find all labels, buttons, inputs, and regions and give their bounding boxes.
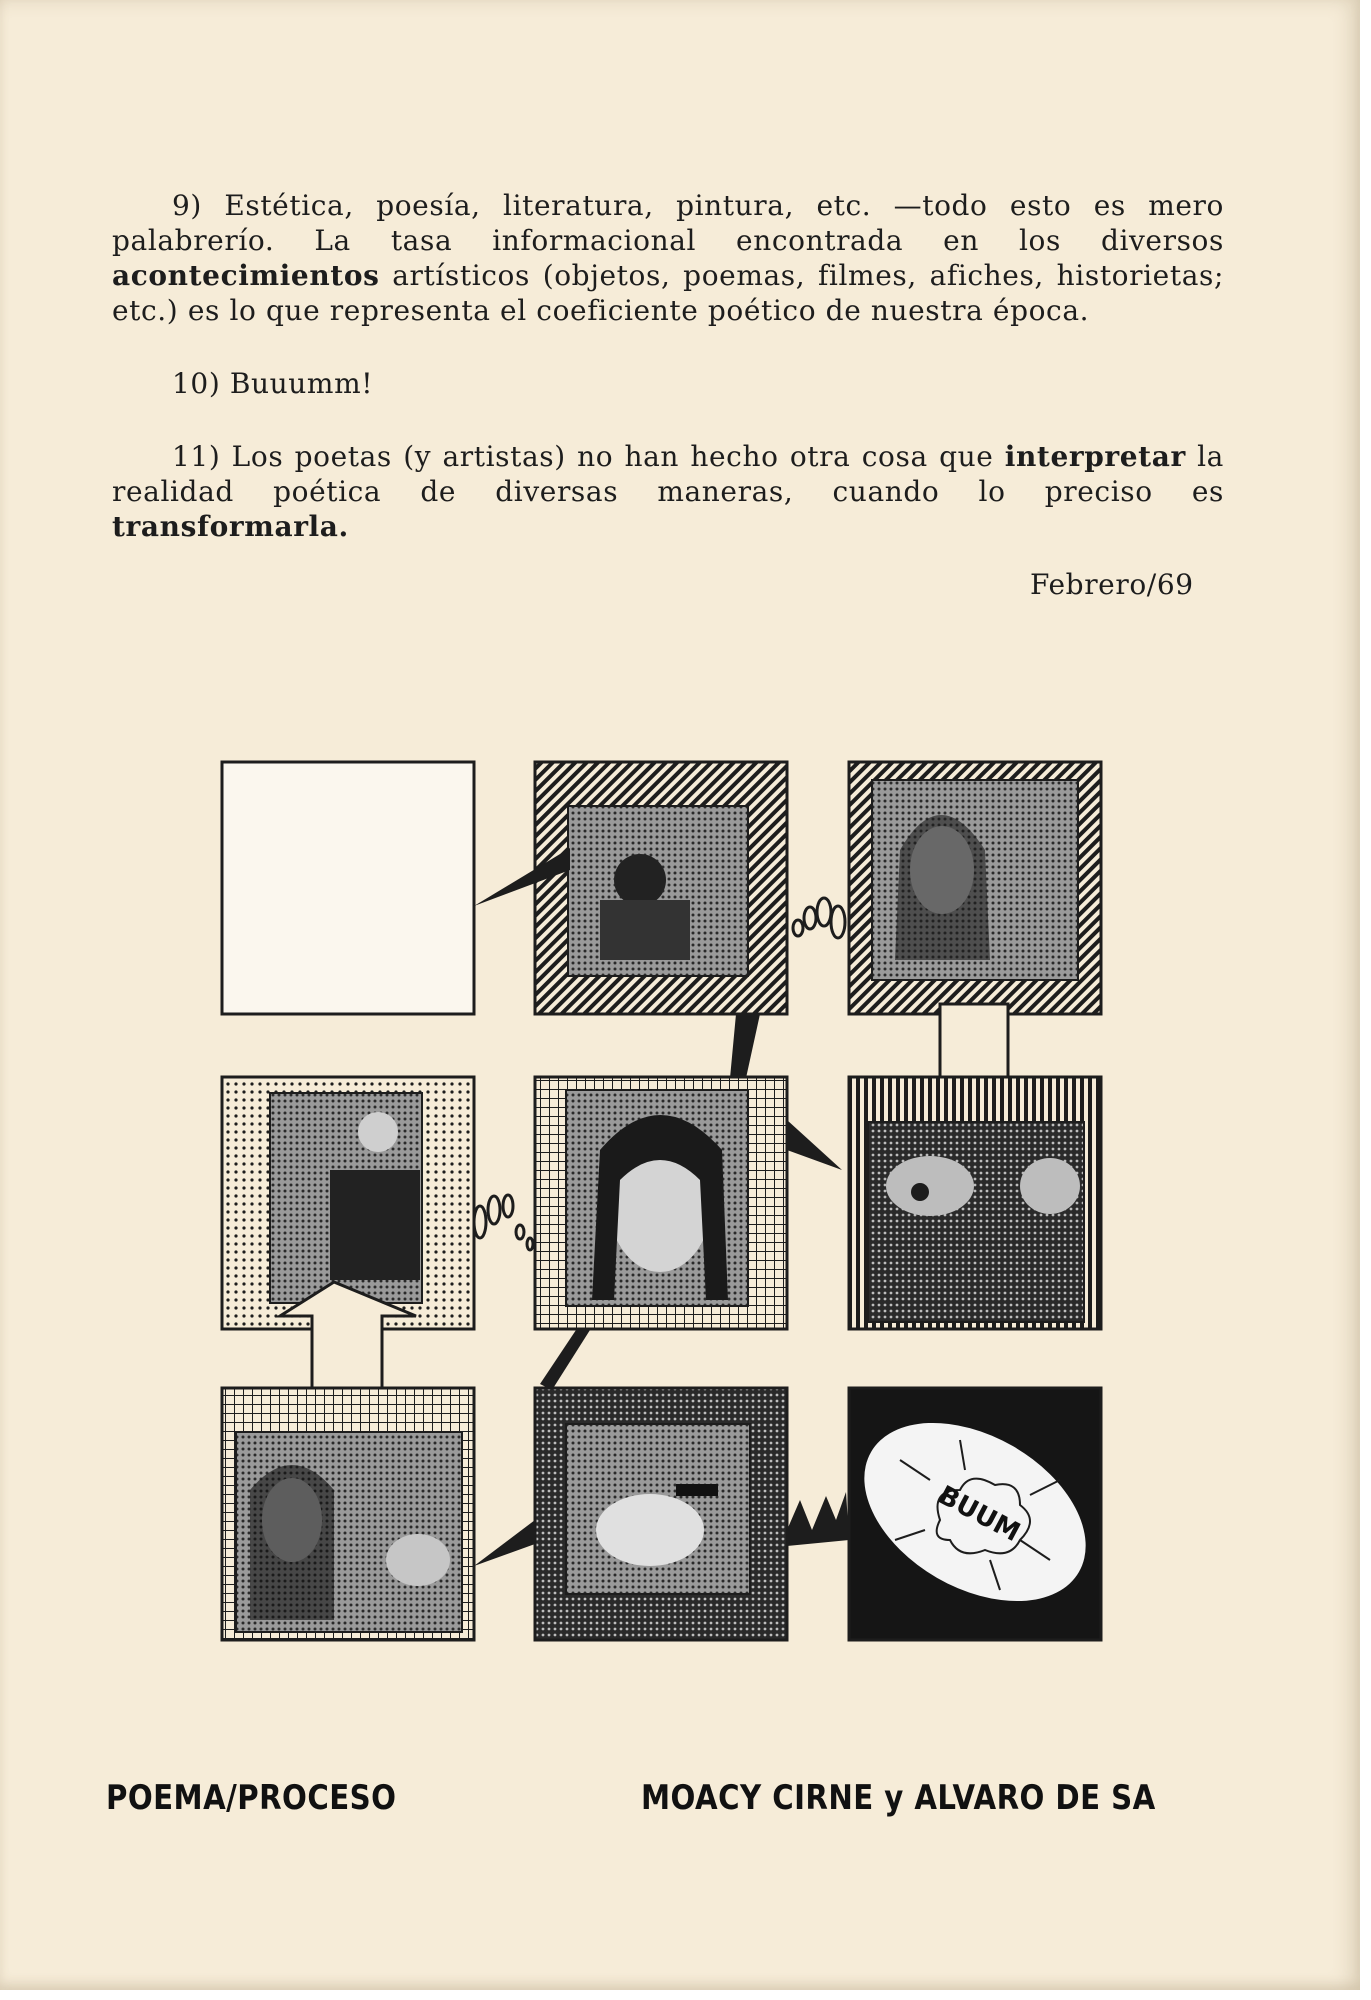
panel-woman-grid — [535, 1077, 787, 1329]
paragraph-9: 9) Estética, poesía, literatura, pintura, etc. —todo esto es mero palabrerío. La tasa informacional encontrada en los diversos acontecimientos artísticos (objetos, poemas, filmes, afiches, historietas; etc.) es lo que representa el coeficiente poético de nuestra época. — [112, 189, 1224, 327]
speech-tail — [787, 1120, 842, 1170]
panel-soldiers-vlines — [849, 1077, 1101, 1329]
bold-term: interpretar — [1004, 440, 1186, 473]
footer-authors: MOACY CIRNE y ALVARO DE SA — [641, 1778, 1156, 1818]
burst-word: BUUM — [933, 1480, 1025, 1549]
panel-soldier-diagonal — [535, 762, 787, 1014]
speech-tail — [540, 1330, 590, 1390]
panel-empty — [222, 762, 474, 1014]
thought-bubbles — [793, 898, 845, 938]
spark-connector — [787, 1492, 849, 1546]
paragraph-10: 10) Buuumm! — [172, 367, 374, 400]
paragraph-11: 11) Los poetas (y artistas) no han hecho otra cosa que interpretar la realidad poética de diversas maneras, cuando lo preciso es transformarla. — [112, 440, 1224, 543]
speech-tail — [730, 1014, 760, 1078]
date-line: Febrero/69 — [1030, 568, 1194, 601]
thought-bubbles — [474, 1195, 533, 1250]
bold-term: acontecimientos — [112, 259, 380, 292]
bold-term: transformarla. — [112, 510, 349, 543]
panel-crowd-maze — [222, 1388, 474, 1640]
footer-title: POEMA/PROCESO — [106, 1778, 397, 1818]
panel-woman-diagonal — [849, 762, 1101, 1014]
panel-burst — [833, 1386, 1117, 1640]
panel-helmet-halftone — [535, 1388, 787, 1640]
speech-tail — [474, 1520, 535, 1566]
